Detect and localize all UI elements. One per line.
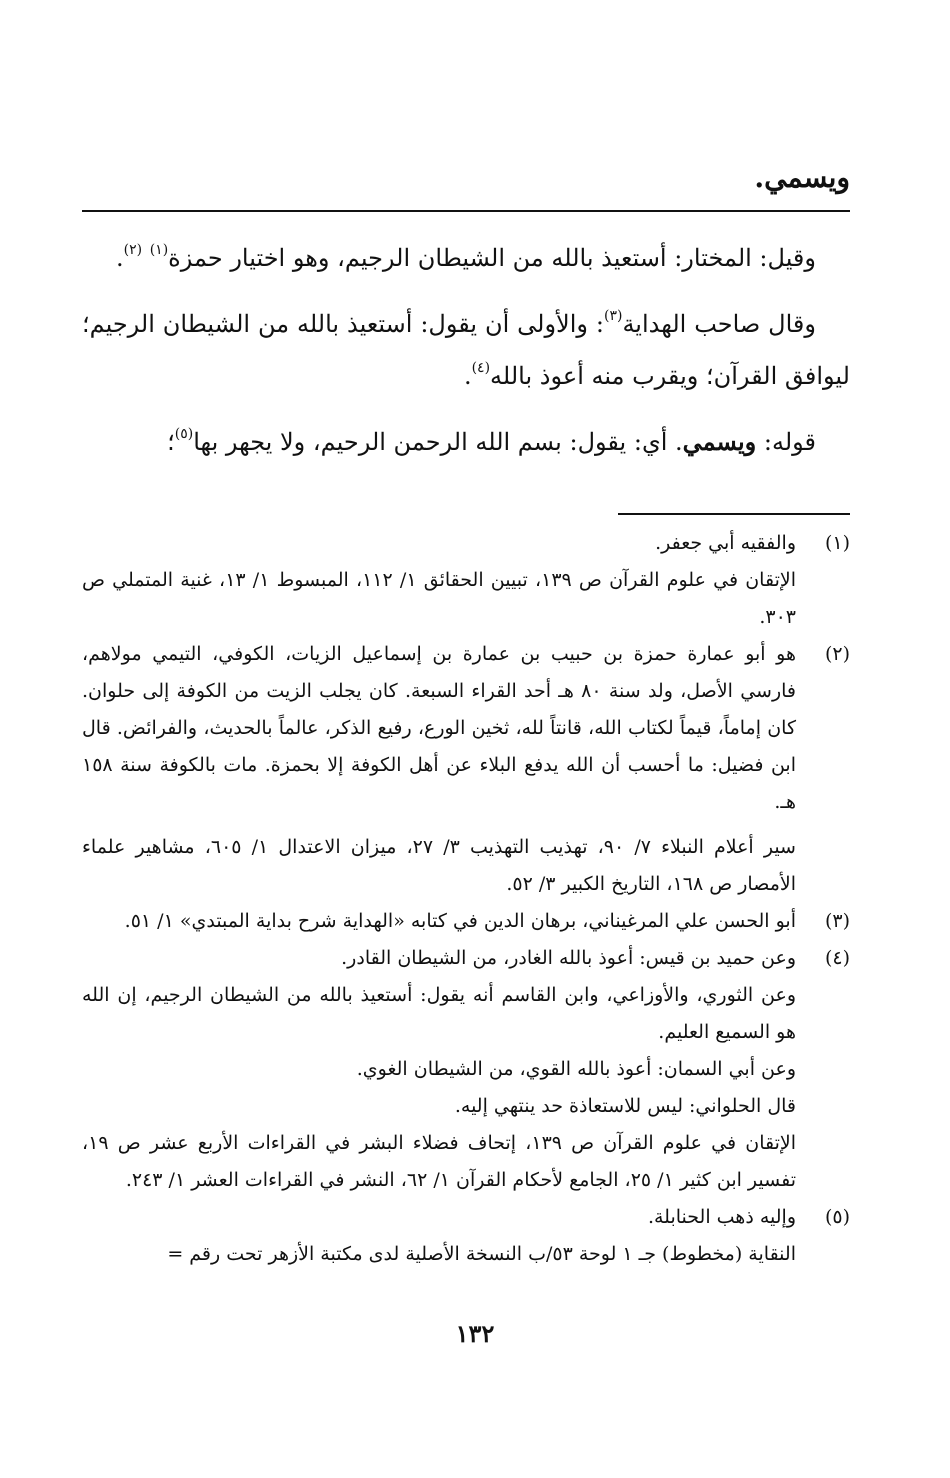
footnote-1 [82, 525, 850, 636]
main-text [82, 232, 850, 482]
footnote-line: سير أعلام النبلاء ٧/ ٩٠، تهذيب التهذيب ٣/ ٢٧، ميزان الاعتدال ١/ ٦٠٥، مشاهير علماء الأمصار ص ١٦٨، التاريخ الكبير ٣/ ٥٢. [82, 836, 796, 895]
note-ref-2: (٢) [123, 242, 143, 258]
paragraph-1 [82, 232, 850, 284]
footnote-number: (٢) [824, 643, 850, 665]
footnote-line: هو أبو عمارة حمزة بن حبيب بن عمارة بن إسماعيل الزيات، الكوفي، التيمي مولاهم، فارسي الأصل، ولد سنة ٨٠ هـ أحد القراء السبعة. كان يجلب الزيت من الكوفة إلى حلوان. كان إماماً، قيماً لكتاب الله، قانتاً لله، ثخين الورع، رفيع الذكر، عالماً بالحديث، والفرائض. قال ابن فضيل: ما أحسب أن الله يدفع البلاء عن أهل الكوفة إلا بحمزة. مات بالكوفة سنة ١٥٨ هـ. [82, 643, 796, 813]
footnote-line: وإليه ذهب الحنابلة. [647, 1206, 796, 1228]
footnote-body [82, 1199, 796, 1273]
footnote-line: والفقيه أبي جعفر. [655, 532, 796, 554]
footnote-number: (٤) [824, 947, 850, 969]
header-rule [82, 210, 850, 212]
footnote-line: وعن حميد بن قيس: أعوذ بالله الغادر، من الشيطان القادر. [341, 947, 796, 969]
paragraph-2-text-a: وقال صاحب الهداية [622, 310, 816, 338]
footnotes [82, 525, 850, 1273]
footnote-line: أبو الحسن علي المرغيناني، برهان الدين في كتابه «الهداية شرح بداية المبتدي» ١/ ٥١. [124, 910, 796, 932]
running-head: ويسمي. [754, 161, 850, 194]
paragraph-3-end: ؛ [167, 428, 175, 456]
paragraph-1-text: وقيل: المختار: أستعيذ بالله من الشيطان الرجيم، وهو اختيار حمزة [168, 244, 816, 272]
footnote-body [82, 636, 796, 903]
paragraph-2-text-b: : والأولى أن يقول: أستعيذ بالله من الشيطان الرجيم؛ ليوافق القرآن؛ ويقرب منه أعوذ بالله [82, 310, 850, 390]
paragraph-3-text-a: قوله: [756, 428, 816, 456]
footnote-line: الإتقان في علوم القرآن ص ١٣٩، تبيين الحقائق ١/ ١١٢، المبسوط ١/ ١٣، غنية المتملي ص ٣٠٣. [82, 569, 796, 628]
footnote-rule [618, 513, 850, 515]
note-ref-3: (٣) [603, 308, 623, 324]
paragraph-3-text-b: . أي: يقول: بسم الله الرحمن الرحيم، ولا يجهر بها [193, 428, 683, 456]
paragraph-1-period: . [115, 244, 124, 272]
footnote-4 [82, 940, 850, 1199]
footnote-line: قال الحلواني: ليس للاستعاذة حد ينتهي إليه. [454, 1095, 796, 1117]
paragraph-3-keyword: ويسمي [682, 427, 757, 456]
footnote-body [82, 525, 796, 636]
paragraph-2-period: . [463, 362, 472, 390]
paragraph-2 [82, 298, 850, 402]
footnote-body [82, 940, 796, 1199]
footnote-number: (٥) [824, 1206, 850, 1228]
footnote-number: (٣) [824, 910, 850, 932]
paragraph-3 [82, 416, 850, 468]
footnote-body [82, 903, 796, 940]
footnote-line: وعن أبي السمان: أعوذ بالله القوي، من الشيطان الغوي. [356, 1058, 796, 1080]
footnote-number: (١) [824, 532, 850, 554]
note-ref-4: (٤) [471, 360, 491, 376]
note-ref-5: (٥) [174, 426, 194, 442]
page-number: ١٣٢ [455, 1319, 495, 1348]
footnote-2 [82, 636, 850, 903]
footnote-line: النقاية (مخطوط) جـ ١ لوحة ٥٣/ب النسخة الأصلية لدى مكتبة الأزهر تحت رقم = [167, 1243, 796, 1265]
footnote-5 [82, 1199, 850, 1273]
note-ref-1: (١) [149, 242, 169, 258]
footnote-line: الإتقان في علوم القرآن ص ١٣٩، إتحاف فضلاء البشر في القراءات الأربع عشر ص ١٩، تفسير ابن كثير ١/ ٢٥، الجامع لأحكام القرآن ١/ ٦٢، النشر في القراءات العشر ١/ ٢٤٣. [82, 1132, 796, 1191]
footnote-line: وعن الثوري، والأوزاعي، وابن القاسم أنه يقول: أستعيذ بالله من الشيطان الرجيم، إن الله هو السميع العليم. [82, 984, 796, 1043]
footnote-3 [82, 903, 850, 940]
